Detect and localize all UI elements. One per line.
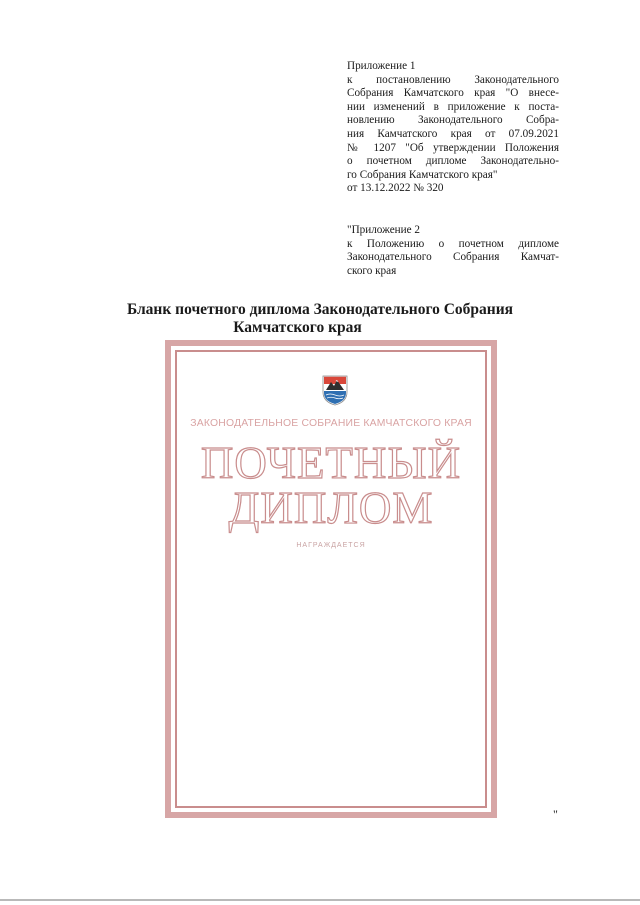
appendix-2-line: ского края: [347, 264, 397, 277]
appendix-1-line: нии изменений в приложение к поста-: [347, 100, 559, 113]
appendix-2-block: [347, 224, 559, 278]
appendix-1-block: [347, 60, 559, 196]
appendix-2-line: "Приложение 2: [347, 224, 421, 236]
appendix-1-line: го Собрания Камчатского края": [347, 168, 498, 181]
document-title-line-1: Бланк почетного диплома Законодательного Собрания: [126, 301, 514, 318]
appendix-1-line: № 1207 "Об утверждении Положения: [347, 141, 559, 154]
page-bottom-divider: [0, 899, 640, 901]
appendix-2-line: к Положению о почетном дипломе: [347, 237, 559, 250]
diploma-title-line-1: ПОЧЕТНЫЙ: [200, 438, 462, 488]
diploma-organization-name: ЗАКОНОДАТЕЛЬНОЕ СОБРАНИЕ КАМЧАТСКОГО КРАЯ: [190, 418, 472, 429]
appendix-1-line: новлению Законодательного Собра-: [347, 114, 559, 127]
appendix-1-line: ния Камчатского края от 07.09.2021: [347, 127, 559, 140]
appendix-1-line: Приложение 1: [347, 60, 416, 72]
appendix-1-line: Собрания Камчатского края "О внесе-: [347, 87, 559, 100]
appendix-2-line: Законодательного Собрания Камчат-: [347, 251, 559, 264]
document-title-line-2: Камчатского края: [233, 319, 362, 336]
closing-quote: ": [553, 807, 558, 821]
diploma-blank: [165, 340, 497, 818]
document-title: [120, 301, 520, 337]
appendix-1-line: от 13.12.2022 № 320: [347, 182, 444, 195]
awarded-label: НАГРАЖДАЕТСЯ: [296, 542, 366, 549]
appendix-1-line: к постановлению Законодательного: [347, 73, 559, 86]
appendix-1-line: о почетном дипломе Законодательно-: [347, 155, 559, 168]
kamchatka-coat-of-arms-icon: [322, 374, 348, 406]
diploma-title-line-2: ДИПЛОМ: [228, 483, 434, 533]
